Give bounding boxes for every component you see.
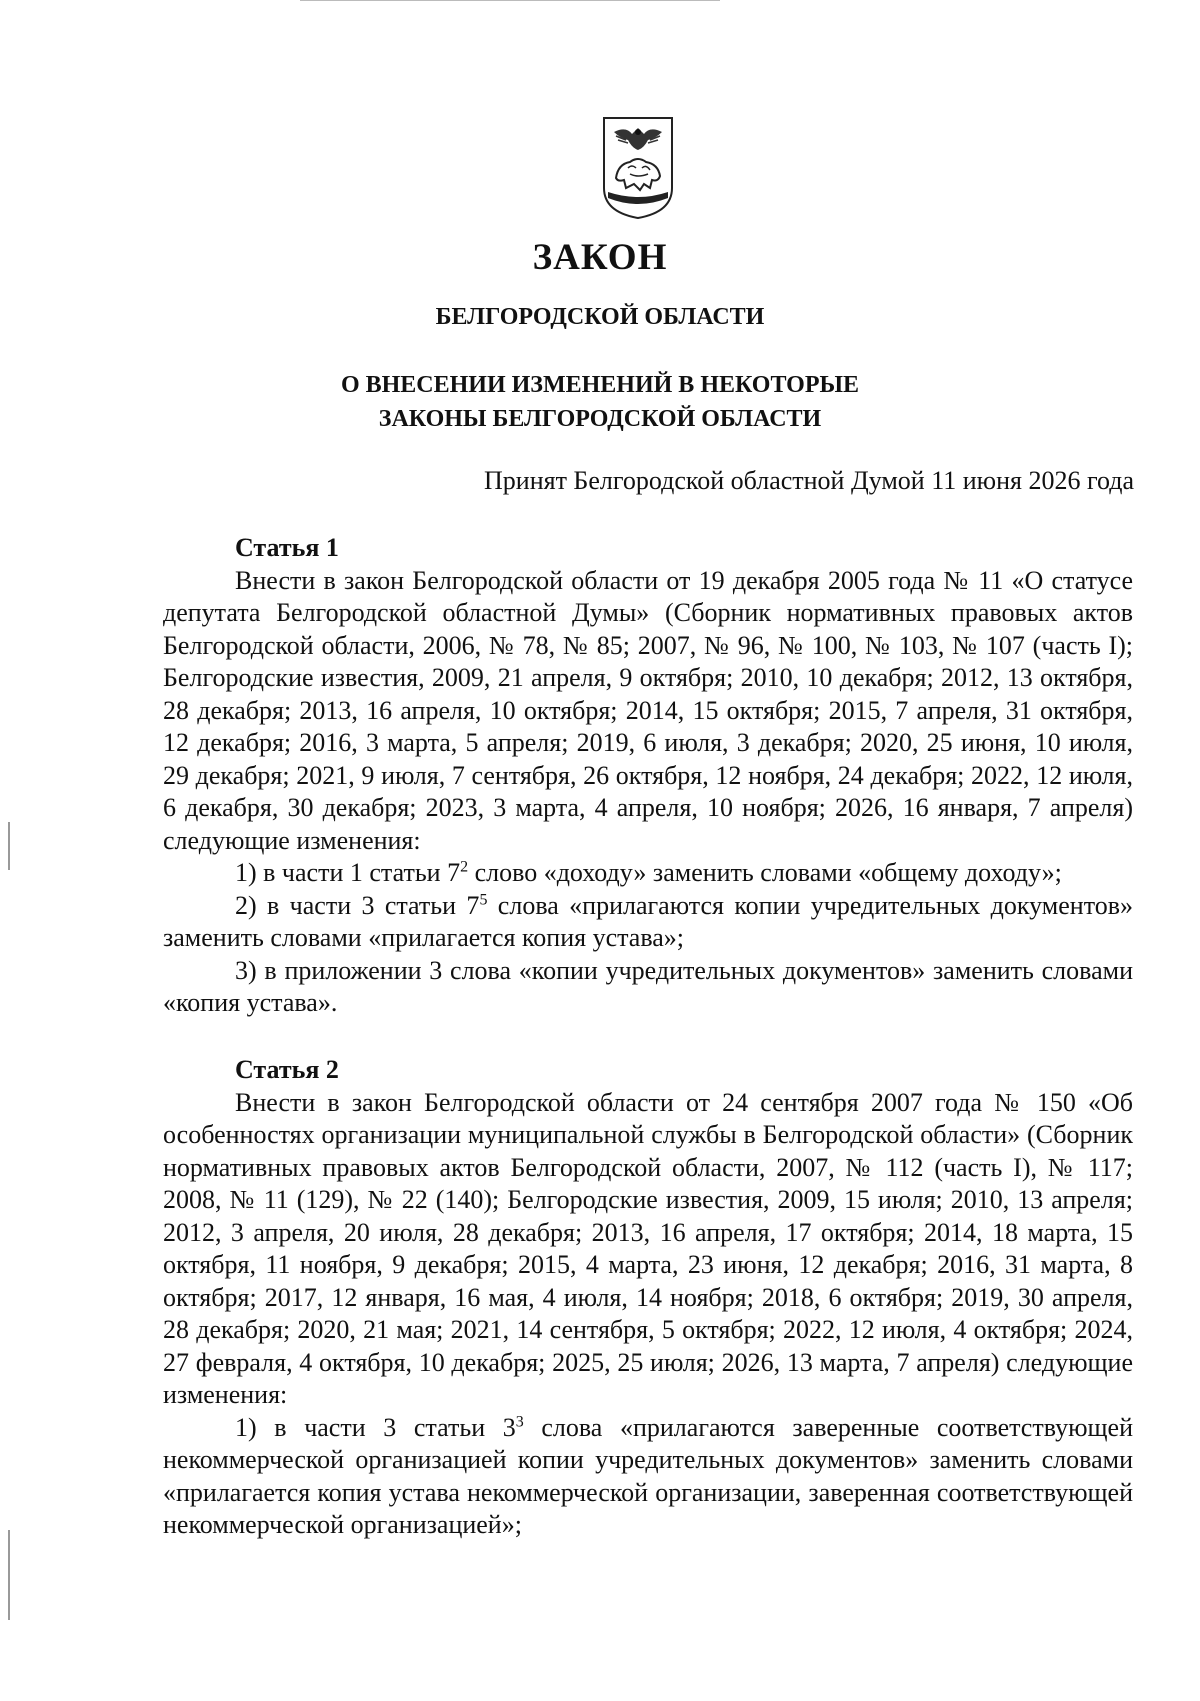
article-1-item-3: 3) в приложении 3 слова «копии учредительных документов» заменить словами «копия устава». bbox=[163, 955, 1133, 1017]
document-region: БЕЛГОРОДСКОЙ ОБЛАСТИ bbox=[435, 304, 765, 330]
margin-mark bbox=[8, 822, 10, 870]
article-1-item-1: 1) в части 1 статьи $7^2$ слово «доходу» заменить словами «общему доходу»; bbox=[235, 858, 1062, 887]
document-title: ЗАКОН bbox=[532, 237, 668, 278]
subject-line-1: О ВНЕСЕНИИ ИЗМЕНЕНИЙ В НЕКОТОРЫЕ bbox=[340, 372, 860, 398]
subject-line-2: ЗАКОНЫ БЕЛГОРОДСКОЙ ОБЛАСТИ bbox=[378, 406, 822, 432]
article-2-item-1: 1) в части 3 статьи $3^3$ слова «прилагаются заверенные соответствующей некоммерческой организацией копии учредительных документов» заменить словами «прилагается копия устава некоммерческой организации, заверенная соответствующей некоммерческой организацией»; bbox=[163, 1412, 1133, 1539]
article-2-title: Статья 2 bbox=[235, 1055, 339, 1084]
belgorod-coat-of-arms-icon bbox=[602, 116, 674, 220]
article-1-intro: Внести в закон Белгородской области от 19 декабря 2005 года № 11 «О статусе депутата Белгородской областной Думы» (Сборник нормативных правовых актов Белгородской области, 2006, № 78, № 85; 2007, № 96, № 100, № 103, № 107 (часть I); Белгородские известия, 2009, 21 апреля, 9 октября; 2010, 10 декабря; 2012, 13 октября, 28 декабря; 2013, 16 апреля, 10 октября; 2014, 15 октября; 2015, 7 апреля, 31 октября, 12 декабря; 2016, 3 марта, 5 апреля; 2019, 6 июля, 3 декабря; 2020, 25 июня, 10 июля, 29 декабря; 2021, 9 июля, 7 сентября, 26 октября, 12 ноября, 24 декабря; 2022, 12 июля, 6 декабря, 30 декабря; 2023, 3 марта, 4 апреля, 10 ноября; 2026, 16 января, 7 апреля) следующие изменения: bbox=[163, 565, 1133, 855]
adoption-statement: Принят Белгородской областной Думой 11 июня 2026 года bbox=[484, 466, 1134, 495]
margin-mark bbox=[8, 1530, 10, 1620]
scan-artifact-line bbox=[300, 0, 720, 1]
article-1-title: Статья 1 bbox=[235, 533, 339, 562]
document-subject bbox=[0, 368, 1200, 436]
article-1 bbox=[163, 532, 1133, 1020]
article-2-intro: Внести в закон Белгородской области от 24 сентября 2007 года № 150 «Об особенностях организации муниципальной службы в Белгородской области» (Сборник нормативных правовых актов Белгородской области, 2007, № 112 (часть I), № 117; 2008, № 11 (129), № 22 (140); Белгородские известия, 2009, 15 июля; 2010, 13 апреля; 2012, 3 апреля, 20 июля, 28 декабря; 2013, 16 апреля, 17 октября; 2014, 18 марта, 15 октября, 11 ноября, 9 декабря; 2015, 4 марта, 23 июня, 12 декабря; 2016, 31 марта, 8 октября; 2017, 12 января, 16 мая, 4 июля, 14 ноября; 2018, 6 октября; 2019, 30 апреля, 28 декабря; 2020, 21 мая; 2021, 14 сентября, 5 октября; 2022, 12 июля, 4 октября; 2024, 27 февраля, 4 октября, 10 декабря; 2025, 25 июля; 2026, 13 марта, 7 апреля) следующие изменения: bbox=[163, 1087, 1133, 1409]
article-2 bbox=[163, 1054, 1133, 1542]
article-1-item-2: 2) в части 3 статьи $7^5$ слова «прилагаются копии учредительных документов» заменить словами «прилагается копия устава»; bbox=[163, 890, 1134, 952]
